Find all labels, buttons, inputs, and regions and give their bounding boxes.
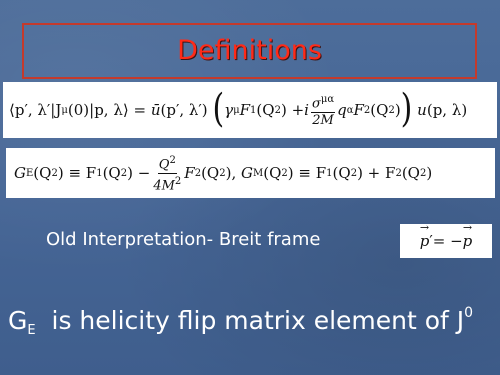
eq-q2-a-sup: 2 — [274, 104, 281, 116]
eq-ubar: ū — [150, 101, 161, 119]
equals-minus: = − — [432, 232, 463, 250]
eq-q2-b-sup: 2 — [388, 104, 395, 116]
eq-ubar-args: (p′, λ′) — [160, 101, 208, 119]
eq-sigma-sup: μα — [320, 94, 335, 106]
eq-q2-a-end: ) + — [280, 101, 305, 119]
prime-mark: ′ — [429, 232, 433, 250]
ge-f2-sub: 2 — [194, 167, 202, 179]
q2-over-4m2-fraction — [152, 153, 182, 193]
gm-args: (Q — [263, 164, 282, 182]
ge-f2-args: (Q — [201, 164, 220, 182]
ge-sub: E — [25, 167, 34, 179]
ge-symbol-text: G — [8, 306, 28, 335]
eq-lhs: ⟨p′, λ′|J — [9, 101, 62, 119]
frac-den: 4M — [153, 177, 175, 193]
ge-args: (Q — [33, 164, 52, 182]
ge-symbol: G — [14, 164, 26, 182]
ge-subscript-text: E — [27, 323, 36, 338]
gm-f2-sub: 2 — [395, 167, 402, 179]
ge-f1-end: ) − — [127, 164, 151, 182]
frac-den-sup: 2 — [174, 175, 182, 187]
ge-f2: F — [184, 164, 195, 182]
gm-f2-sup: 2 — [419, 167, 427, 179]
ge-f2-end: ), — [225, 164, 237, 182]
ge-f1-args: (Q — [102, 164, 121, 182]
ge-f1-sub: 1 — [96, 167, 103, 179]
eq-f1: F — [239, 101, 251, 119]
breit-frame-equation — [400, 224, 492, 258]
gm-f1-args: (Q — [332, 164, 351, 182]
eq-gamma: γ — [224, 101, 234, 119]
gm-f2-end: ) — [426, 164, 433, 182]
gm-mid: ) ≡ F — [287, 164, 327, 182]
eq-u: u — [417, 101, 427, 119]
right-paren: ) — [400, 86, 413, 133]
gm-f1-end: ) + F — [357, 164, 396, 182]
eq-lhs-end: (0)|p, λ⟩ = — [67, 101, 147, 119]
eq-f1-sub: 1 — [250, 104, 257, 116]
eq-f2-sub: 2 — [363, 104, 371, 116]
eq-u-args: (p, λ) — [426, 101, 468, 119]
page-title: Definitions — [177, 35, 322, 66]
ge-f1-sup: 2 — [120, 167, 128, 179]
eq-lhs-sup: μ — [61, 104, 68, 116]
ge-sup: 2 — [51, 167, 58, 179]
frac-num-sup: 2 — [169, 155, 176, 167]
gm-f1-sup: 2 — [350, 167, 358, 179]
eq-two-m: 2M — [312, 112, 334, 128]
sigma-fraction — [311, 92, 335, 127]
frac-num: Q — [158, 157, 170, 173]
ge-f2-sup: 2 — [219, 167, 226, 179]
eq-q2-a: (Q — [256, 101, 275, 119]
p-vector: → p — [420, 232, 430, 250]
title-box — [22, 23, 477, 79]
ge-mid: ) ≡ F — [57, 164, 97, 182]
eq-sigma: σ — [311, 96, 321, 112]
helicity-statement-text: is helicity flip matrix element of J — [51, 306, 465, 335]
gm-sup: 2 — [281, 167, 288, 179]
gm-symbol: G — [241, 164, 253, 182]
gm-f1-sub: 1 — [326, 167, 333, 179]
eq-q2-b: (Q — [370, 101, 389, 119]
eq-f2: F — [353, 101, 364, 119]
form-factor-equation — [6, 148, 495, 198]
eq-q2-b-end: ) — [394, 101, 401, 119]
eq-q-sub: α — [346, 104, 354, 116]
gm-sub: M — [253, 167, 264, 179]
eq-q: q — [337, 101, 347, 119]
eq-i: i — [304, 101, 309, 119]
eq-gamma-sup: μ — [233, 104, 240, 116]
matrix-element-equation — [3, 82, 497, 138]
breit-frame-subtitle: Old Interpretation- Breit frame — [46, 229, 321, 250]
j0-superscript: 0 — [464, 305, 474, 321]
gm-f2-args: (Q — [401, 164, 420, 182]
p-vector-rhs: → p — [463, 232, 473, 250]
helicity-statement — [8, 298, 473, 346]
left-paren: ( — [212, 86, 225, 133]
